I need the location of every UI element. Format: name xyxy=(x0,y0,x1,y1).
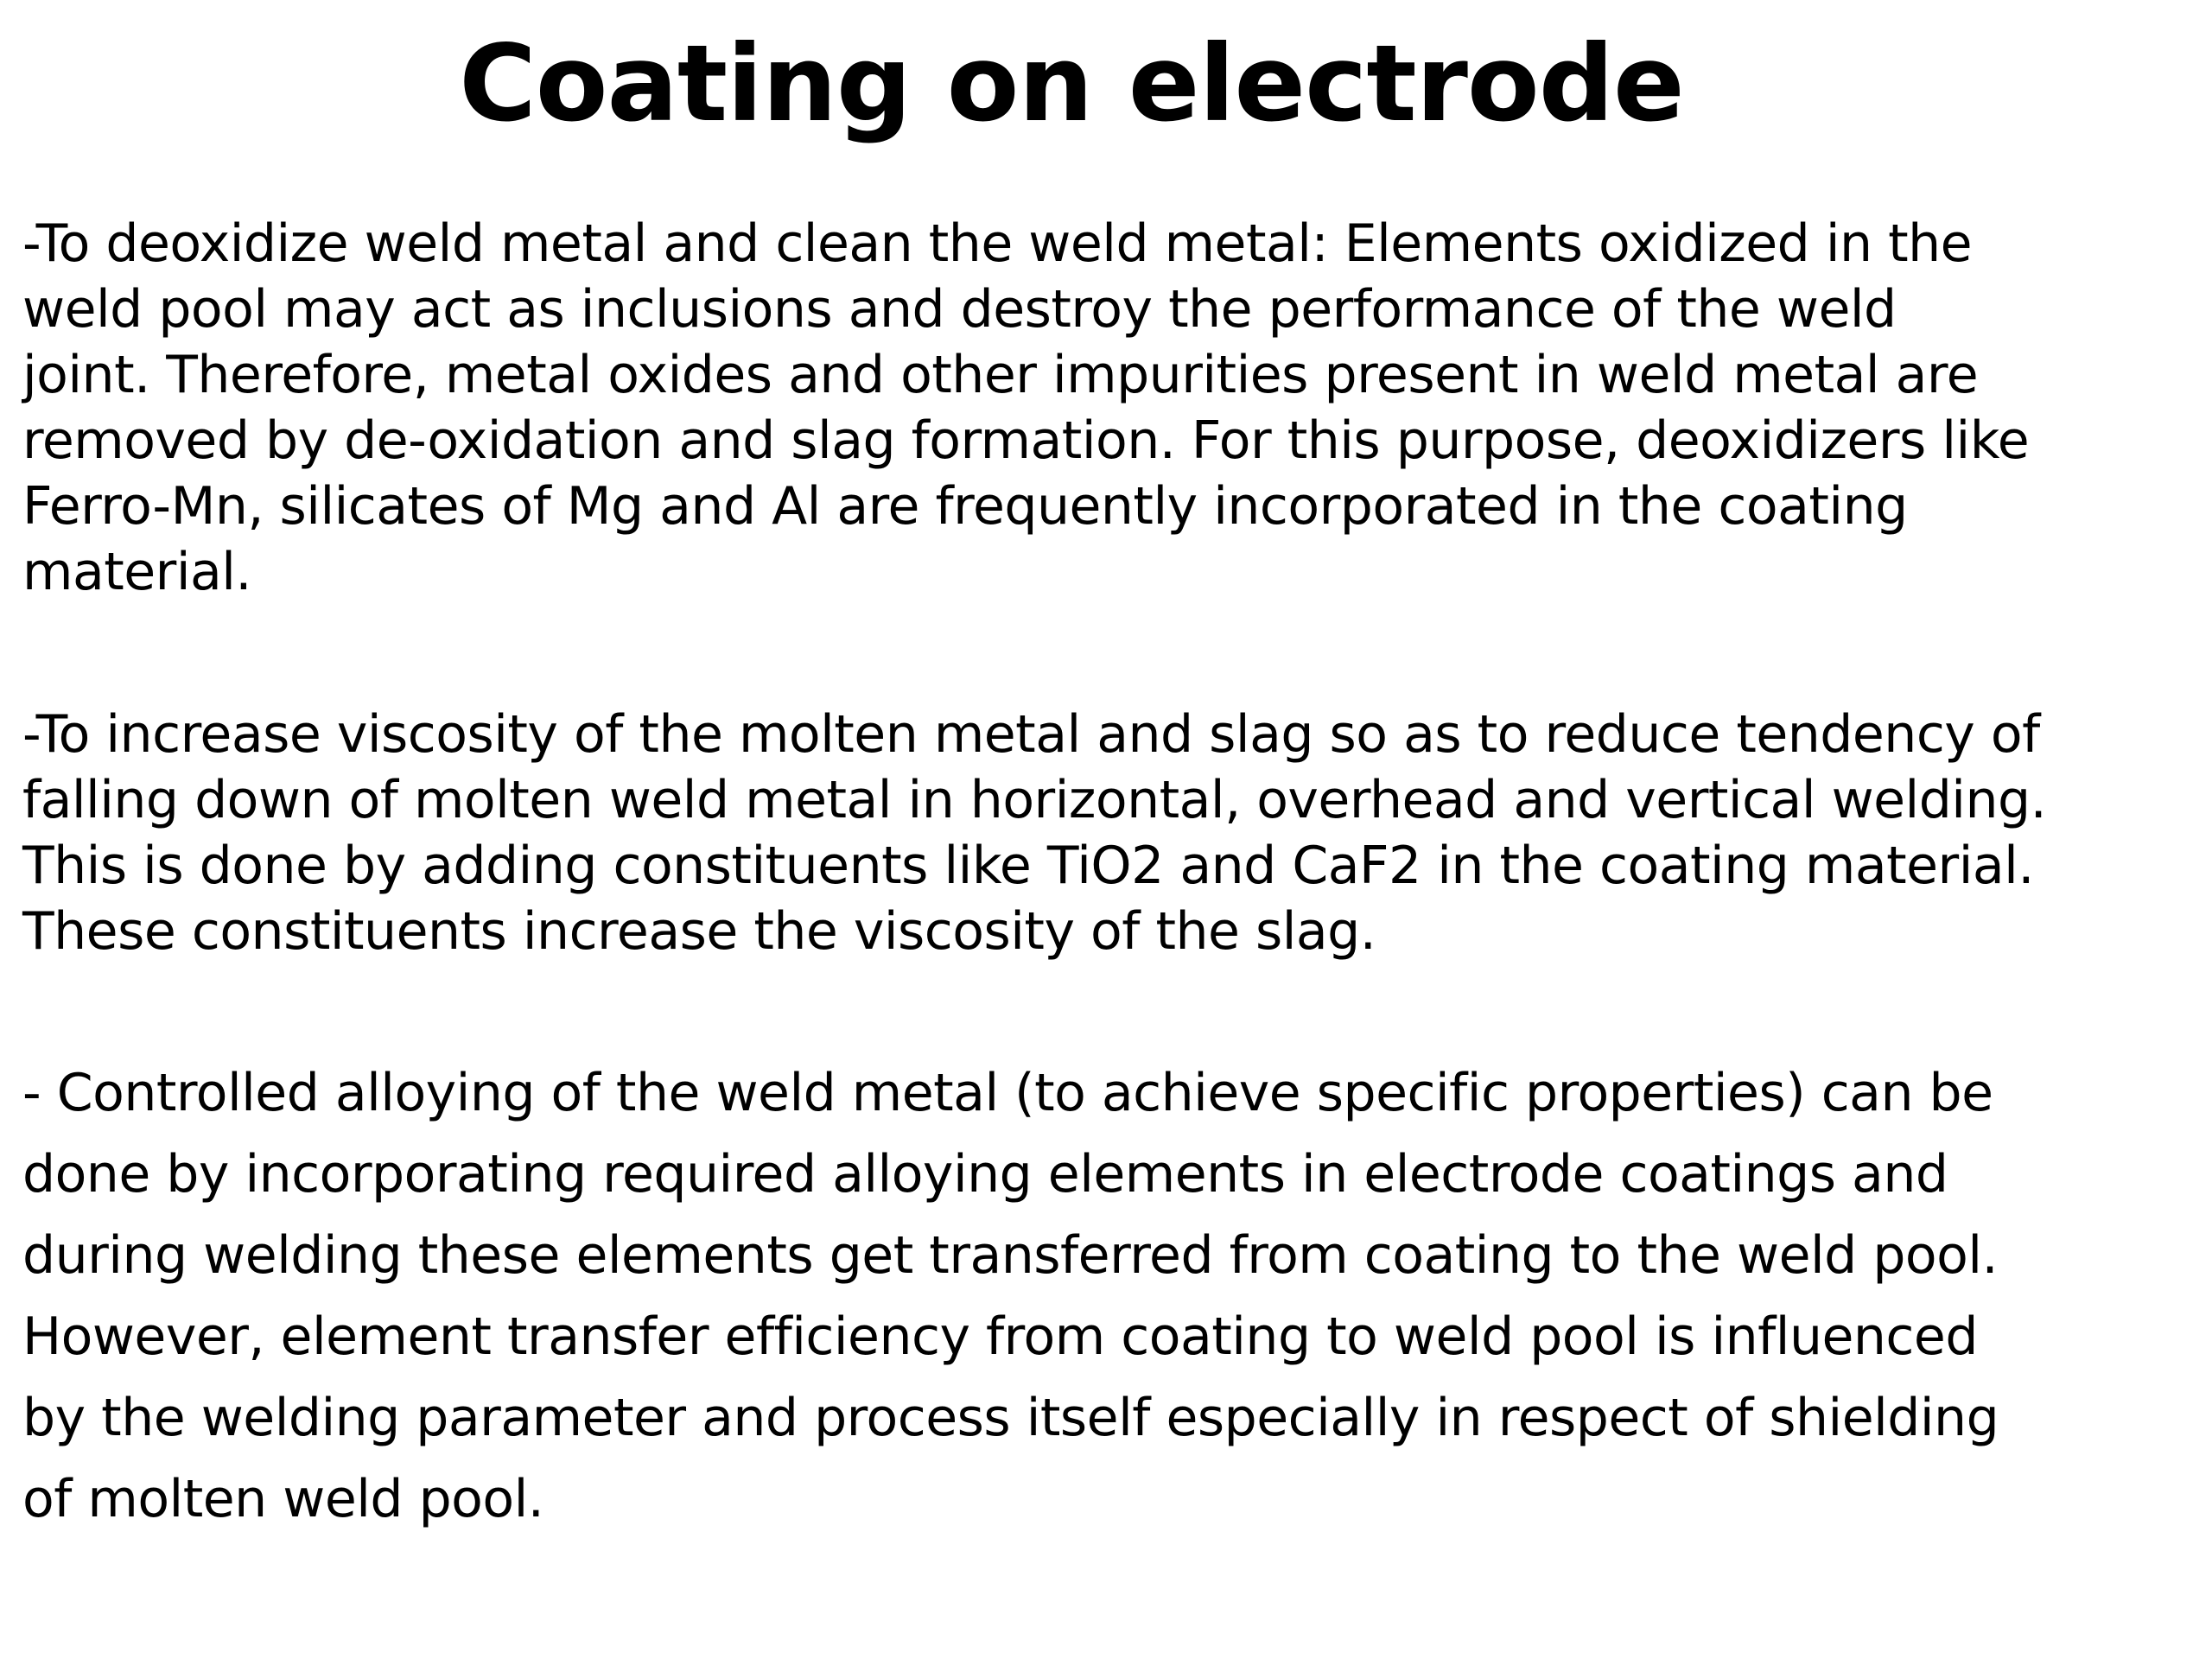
paragraph-line: -To increase viscosity of the molten metal and slag so as to reduce tendency of xyxy=(22,704,2040,765)
paragraph-line: done by incorporating required alloying elements in electrode coatings and xyxy=(22,1144,1948,1205)
paragraph-viscosity xyxy=(22,702,2200,964)
paragraph-deoxidize xyxy=(22,211,2200,605)
paragraph-line: by the welding parameter and process itself especially in respect of shielding xyxy=(22,1388,1999,1448)
paragraph-line: during welding these elements get transferred from coating to the weld pool. xyxy=(22,1225,1999,1286)
paragraph-line: These constituents increase the viscosity of the slag. xyxy=(22,901,1376,962)
paragraph-line: joint. Therefore, metal oxides and other impurities present in weld metal are xyxy=(22,345,1979,405)
paragraph-line: However, element transfer efficiency from coating to weld pool is influenced xyxy=(22,1306,1978,1367)
paragraph-line: falling down of molten weld metal in horizontal, overhead and vertical welding. xyxy=(22,770,2047,830)
paragraph-line: - Controlled alloying of the weld metal (to achieve specific properties) can be xyxy=(22,1063,1993,1123)
paragraph-line: weld pool may act as inclusions and destroy the performance of the weld xyxy=(22,279,1897,340)
paragraph-line: removed by de-oxidation and slag formation. For this purpose, deoxidizers like xyxy=(22,410,2030,471)
paragraph-line: -To deoxidize weld metal and clean the weld metal: Elements oxidized in the xyxy=(22,213,1973,274)
paragraph-line: Ferro-Mn, silicates of Mg and Al are frequently incorporated in the coating xyxy=(22,476,1908,537)
paragraph-line: This is done by adding constituents like TiO2 and CaF2 in the coating material. xyxy=(22,836,2034,896)
slide-title: Coating on electrode xyxy=(459,22,1684,145)
paragraph-alloying xyxy=(22,1052,2200,1540)
paragraph-line: of molten weld pool. xyxy=(22,1469,544,1529)
paragraph-line: material. xyxy=(22,542,252,602)
